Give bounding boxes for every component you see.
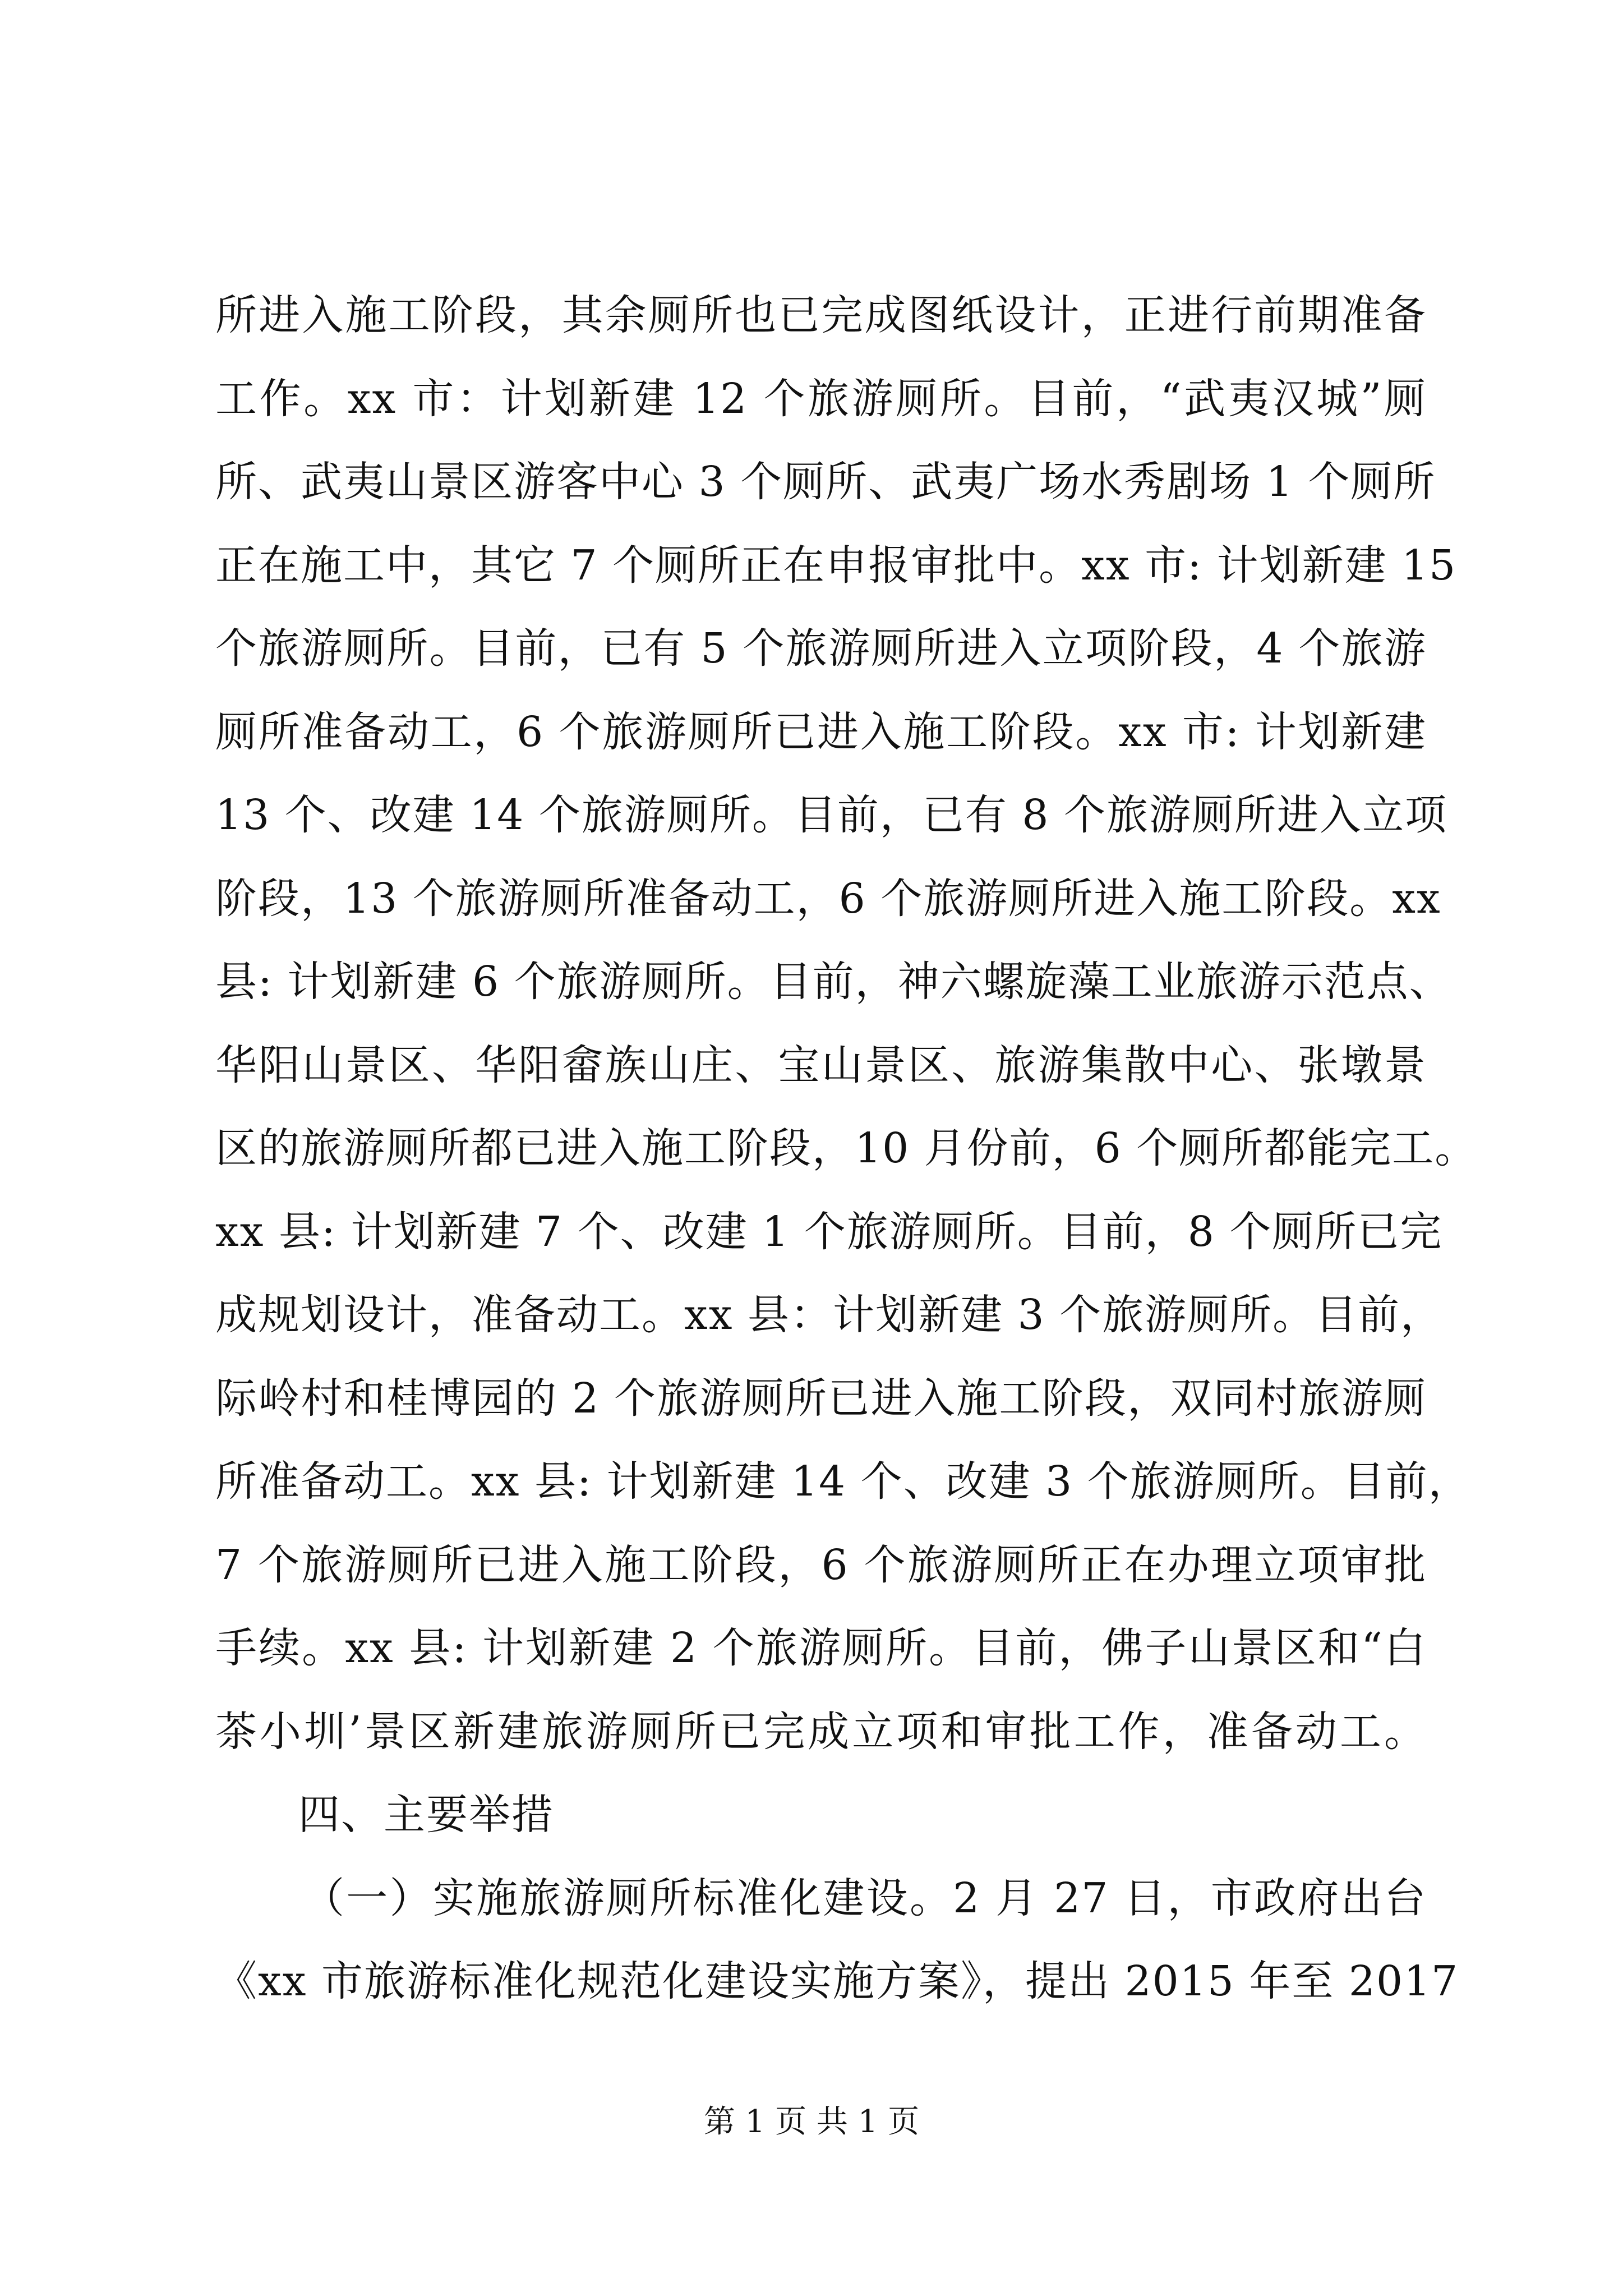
body-line: 个旅游厕所。目前，已有 5 个旅游厕所进入立项阶段，4 个旅游 [215,624,1427,673]
page-footer: 第 1 页 共 1 页 [703,2104,920,2140]
body-line: 厕所准备动工，6 个旅游厕所已进入施工阶段。xx 市: 计划新建 [215,707,1427,756]
body-line: 所进入施工阶段，其余厕所也已完成图纸设计，正进行前期准备 [215,291,1427,339]
body-line: 成规划设计，准备动工。xx 县：计划新建 3 个旅游厕所。目前， [215,1291,1444,1339]
section-heading: 四、主要举措 [298,1791,554,1839]
body-line: 手续。xx 县: 计划新建 2 个旅游厕所。目前，佛子山景区和“白 [215,1624,1427,1672]
body-line: 7 个旅游厕所已进入施工阶段，6 个旅游厕所正在办理立项审批 [215,1540,1427,1589]
document-body [215,274,1478,2023]
paragraph-line: 《xx 市旅游标准化规范化建设实施方案》，提出 2015 年至 2017 [215,1957,1459,2005]
body-line: 茶小圳’景区新建旅游厕所已完成立项和审批工作，准备动工。 [215,1707,1427,1756]
body-line: 13 个、改建 14 个旅游厕所。目前，已有 8 个旅游厕所进入立项 [215,791,1448,839]
body-line: 区的旅游厕所都已进入施工阶段，10 月份前，6 个厕所都能完工。 [215,1124,1478,1172]
body-line: 阶段，13 个旅游厕所准备动工，6 个旅游厕所进入施工阶段。xx [215,874,1441,923]
body-line: xx 县: 计划新建 7 个、改建 1 个旅游厕所。目前，8 个厕所已完 [215,1207,1443,1256]
body-line: 县: 计划新建 6 个旅游厕所。目前，神六螺旋藻工业旅游示范点、 [215,958,1452,1006]
body-line: 所、武夷山景区游客中心 3 个厕所、武夷广场水秀剧场 1 个厕所 [215,458,1436,506]
body-line: 工作。xx 市：计划新建 12 个旅游厕所。目前，“武夷汉城”厕 [215,374,1427,423]
body-line: 正在施工中，其它 7 个厕所正在申报审批中。xx 市: 计划新建 15 [215,541,1457,590]
paragraph-first-line: （一）实施旅游厕所标准化建设。2 月 27 日，市政府出台 [303,1874,1427,1922]
body-line: 华阳山景区、华阳畲族山庄、宝山景区、旅游集散中心、张墩景 [215,1041,1427,1089]
body-line: 所准备动工。xx 县: 计划新建 14 个、改建 3 个旅游厕所。目前， [215,1457,1471,1506]
body-line: 际岭村和桂博园的 2 个旅游厕所已进入施工阶段，双同村旅游厕 [215,1374,1427,1423]
